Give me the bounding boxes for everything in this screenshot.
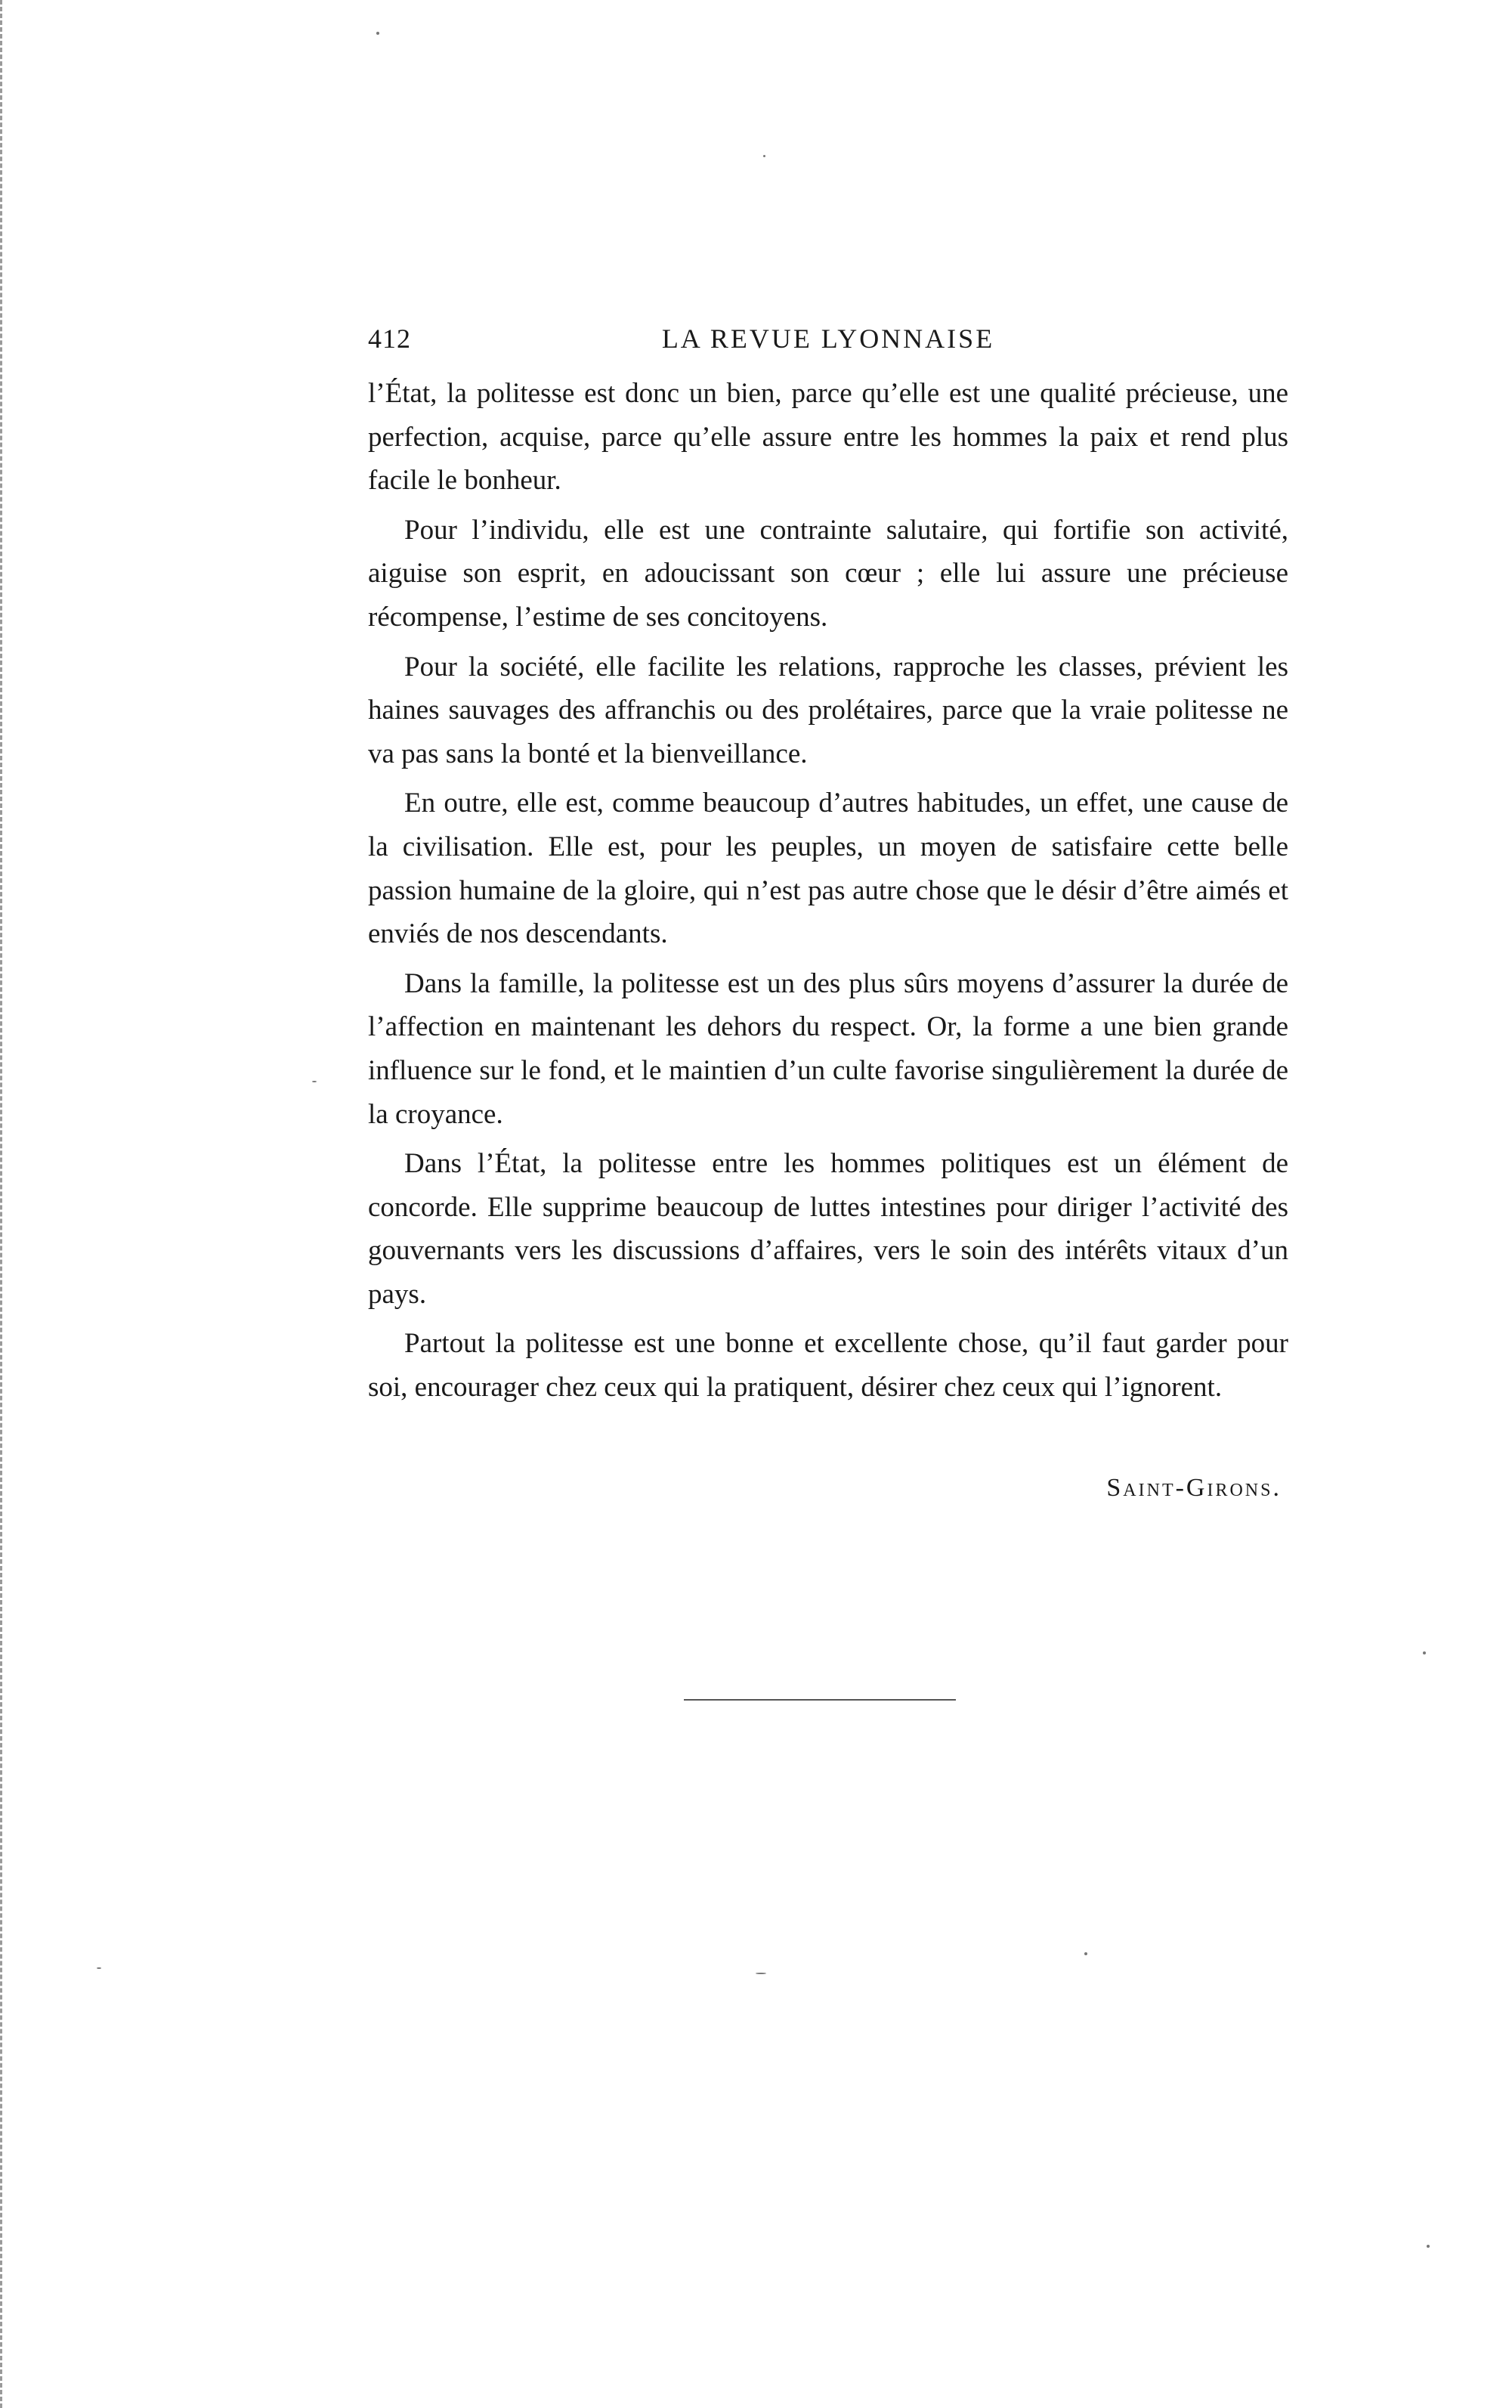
section-end-rule: [684, 1699, 956, 1701]
paragraph-famille: Dans la famille, la politesse est un des plus sûrs moyens d’assurer la durée de l’affection en maintenant les dehors du respect. Or, la forme a une bien grande influence sur le fond, et le maintien d’un culte favorise singulièrement la durée de la croyance.: [368, 967, 1288, 1130]
author-signature: Saint-Girons.: [1106, 1474, 1282, 1502]
scan-speck: [756, 1973, 766, 1974]
scan-speck: [1423, 1651, 1426, 1654]
page-header: [368, 323, 1288, 368]
paragraph-civilisation: En outre, elle est, comme beaucoup d’autres habitudes, un effet, une cause de la civilisation. Elle est, pour les peuples, un moyen de satisfaire cette belle passion humaine de la gloire, qui n’est pas autre chose que le désir d’être aimés et enviés de nos descendants.: [368, 788, 1288, 950]
scan-speck: [312, 1081, 317, 1082]
paragraph-conclusion: Partout la politesse est une bonne et excellente chose, qu’il faut garder pour soi, encourager chez ceux qui la pratiquent, désirer chez ceux qui l’ignorent.: [368, 1328, 1288, 1404]
scan-speck: [376, 32, 379, 35]
article-body: [368, 372, 1288, 1410]
scan-speck: [1427, 2245, 1430, 2248]
page-edge-border: [0, 0, 5, 2408]
running-title: LA REVUE LYONNAISE: [661, 323, 995, 354]
scan-speck: [763, 155, 765, 157]
paragraph-societe: Pour la société, elle facilite les relations, rapproche les classes, prévient les haines sauvages des affranchis ou des prolétaires, parce que la vraie politesse ne va pas sans la bonté et la bienveillance.: [368, 651, 1288, 769]
scan-speck: [97, 1967, 101, 1969]
page-number: 412: [368, 323, 411, 354]
paragraph-continued: l’État, la politesse est donc un bien, parce qu’elle est une qualité précieuse, une perfection, acquise, parce qu’elle assure entre les hommes la paix et rend plus facile le bonheur.: [368, 378, 1288, 497]
paragraph-etat: Dans l’État, la politesse entre les hommes politiques est un élément de concorde. Elle supprime beaucoup de luttes intestines pour diriger l’activité des gouvernants vers les discussions d’affaires, vers le soin des intérêts vitaux d’un pays.: [368, 1148, 1288, 1310]
paragraph-individu: Pour l’individu, elle est une contrainte salutaire, qui fortifie son activité, aiguise son esprit, en adoucissant son cœur ; elle lui assure une précieuse récompense, l’estime de ses concitoyens.: [368, 514, 1288, 633]
scan-speck: [1084, 1952, 1087, 1955]
